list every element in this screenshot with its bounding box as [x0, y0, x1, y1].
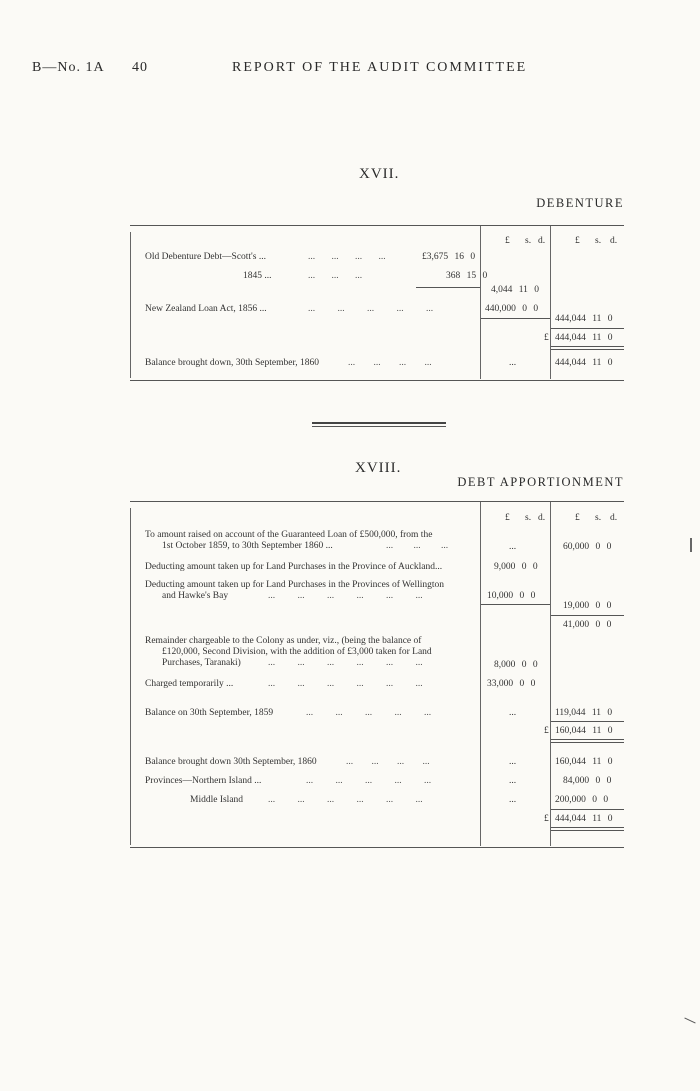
debenture-total-double-rule-1	[551, 346, 624, 347]
debenture-balance-dots: ... ... ... ...	[348, 358, 432, 368]
apportionment-col1-s-head: s.	[525, 513, 532, 523]
apportionment-col1-d-head: d.	[538, 513, 546, 523]
corner-mark	[684, 1018, 695, 1024]
scott-debt-dots: ... ... ... ...	[308, 252, 386, 262]
auckland-deduction-col1: 9,000 0 0	[494, 562, 538, 572]
remainder-total: 41,000 0 0	[563, 620, 612, 630]
paper-number: B—No. 1A	[32, 60, 105, 75]
wellington-deduction-line1: Deducting amount taken up for Land Purchases in the Provinces of Wellington	[145, 580, 445, 590]
debt-1845-amount: 368 15 0	[446, 271, 488, 281]
section-divider-ornament	[312, 422, 446, 424]
apportionment-subtotal-rule	[551, 721, 624, 722]
middle-island-label: Middle Island	[190, 795, 244, 805]
section-17-numeral: XVII.	[359, 166, 400, 182]
debt-1845-dots: ... ... ...	[308, 271, 363, 281]
debenture-col1-s-head: s.	[525, 236, 532, 246]
debenture-total-double-rule-2	[551, 349, 624, 350]
debenture-col2-s-head: s.	[595, 236, 602, 246]
balance-1860-col1: ...	[509, 757, 517, 767]
guaranteed-loan-col1: ...	[509, 542, 517, 552]
apportionment-col2-pound-head: £	[575, 513, 580, 523]
guaranteed-loan-col2: 60,000 0 0	[563, 542, 612, 552]
apportionment-col2-d-head: d.	[610, 513, 618, 523]
charged-temporarily-col1: 33,000 0 0	[487, 679, 536, 689]
auckland-deduction-label: Deducting amount taken up for Land Purchases in the Province of Auckland...	[145, 562, 443, 572]
apportionment-col2-divider	[550, 502, 551, 846]
charged-temporarily-dots: ... ... ... ... ... ...	[268, 679, 423, 689]
apportionment-total-1-sign: £	[544, 726, 549, 736]
remainder-chargeable-line3: Purchases, Taranaki)	[162, 658, 241, 668]
scott-debt-amount: £3,675 16 0	[422, 252, 476, 262]
balance-1860-col2: 160,044 11 0	[555, 757, 613, 767]
margin-mark	[690, 538, 692, 552]
remainder-chargeable-dots: ... ... ... ... ... ...	[268, 658, 423, 668]
middle-island-col1: ...	[509, 795, 517, 805]
northern-island-label: Provinces—Northern Island ...	[145, 776, 262, 786]
middle-island-col2: 200,000 0 0	[555, 795, 609, 805]
apportionment-col1-divider	[480, 502, 481, 846]
debenture-col2-d-head: d.	[610, 236, 618, 246]
apportionment-col1-pound-head: £	[505, 513, 510, 523]
guaranteed-loan-line1: To amount raised on account of the Guaranteed Loan of £500,000, from the	[145, 530, 433, 540]
guaranteed-loan-dots: ... ... ...	[386, 541, 449, 551]
debenture-col1-d-head: d.	[538, 236, 546, 246]
charged-temporarily-label: Charged temporarily ...	[145, 679, 234, 689]
section-18-numeral: XVIII.	[355, 460, 402, 476]
balance-1860-label: Balance brought down 30th September, 1860	[145, 757, 317, 767]
debenture-total: 444,044 11 0	[555, 333, 613, 343]
debenture-col2-rule	[551, 328, 624, 329]
wellington-deduction-col1: 10,000 0 0	[487, 591, 536, 601]
remainder-chargeable-line2: £120,000, Second Division, with the addition of £3,000 taken for Land	[162, 647, 432, 657]
balance-1860-dots: ... ... ... ...	[346, 757, 430, 767]
debt-1845-label: 1845 ...	[243, 271, 272, 281]
debenture-col2-first: 444,044 11 0	[555, 314, 613, 324]
apportionment-table-left-border	[130, 508, 131, 845]
debenture-col1-divider	[480, 226, 481, 379]
debenture-balance-amount: 444,044 11 0	[555, 358, 613, 368]
wellington-deduction-line2: and Hawke's Bay	[162, 591, 229, 601]
apportionment-total-2-rule-a	[551, 827, 624, 828]
debenture-balance-ellipsis: ...	[509, 358, 517, 368]
debenture-col2-divider	[550, 226, 551, 379]
balance-1859-label: Balance on 30th September, 1859	[145, 708, 274, 718]
debenture-col1-pound-head: £	[505, 236, 510, 246]
northern-island-col1: ...	[509, 776, 517, 786]
nz-loan-act-amount: 440,000 0 0	[485, 304, 539, 314]
apportionment-total-2-sign: £	[544, 814, 549, 824]
section-divider-ornament-thin	[312, 426, 446, 427]
page-number: 40	[132, 60, 148, 75]
apportionment-total-2: 444,044 11 0	[555, 814, 613, 824]
middle-island-dots: ... ... ... ... ... ...	[268, 795, 423, 805]
section-17-caption: DEBENTURE	[536, 196, 624, 210]
balance-1859-dots: ... ... ... ... ...	[306, 708, 432, 718]
nz-loan-act-label: New Zealand Loan Act, 1856 ...	[145, 304, 267, 314]
apportionment-total-1-rule-a	[551, 739, 624, 740]
apportionment-col2-s-head: s.	[595, 513, 602, 523]
nz-loan-act-dots: ... ... ... ... ...	[308, 304, 434, 314]
apportionment-total-2-rule-b	[551, 830, 624, 831]
wellington-deduction-dots: ... ... ... ... ... ...	[268, 591, 423, 601]
section-18-caption: DEBT APPORTIONMENT	[457, 475, 624, 489]
remainder-chargeable-col1: 8,000 0 0	[494, 660, 538, 670]
apportionment-total-1-rule-b	[551, 742, 624, 743]
northern-island-col2: 84,000 0 0	[563, 776, 612, 786]
deductions-total: 19,000 0 0	[563, 601, 612, 611]
debenture-subtotal-rule	[416, 287, 480, 288]
debenture-table-left-border	[130, 232, 131, 378]
scott-debt-label: Old Debenture Debt—Scott's ...	[145, 252, 266, 262]
remainder-chargeable-line1: Remainder chargeable to the Colony as under, viz., (being the balance of	[145, 636, 422, 646]
debenture-subtotal: 4,044 11 0	[491, 285, 540, 295]
apportionment-final-rule	[551, 809, 624, 810]
balance-1859-col1: ...	[509, 708, 517, 718]
debenture-col2-pound-head: £	[575, 236, 580, 246]
balance-1859-col2: 119,044 11 0	[555, 708, 613, 718]
debenture-total-sign: £	[544, 333, 549, 343]
apportionment-col1-rule	[481, 604, 550, 605]
page-title: REPORT OF THE AUDIT COMMITTEE	[232, 60, 528, 75]
debenture-col1-rule	[481, 318, 550, 319]
northern-island-dots: ... ... ... ... ...	[306, 776, 432, 786]
debenture-balance-label: Balance brought down, 30th September, 1860	[145, 358, 320, 368]
apportionment-total-1: 160,044 11 0	[555, 726, 613, 736]
deductions-total-rule	[551, 615, 624, 616]
guaranteed-loan-line2: 1st October 1859, to 30th September 1860 ...	[162, 541, 333, 551]
